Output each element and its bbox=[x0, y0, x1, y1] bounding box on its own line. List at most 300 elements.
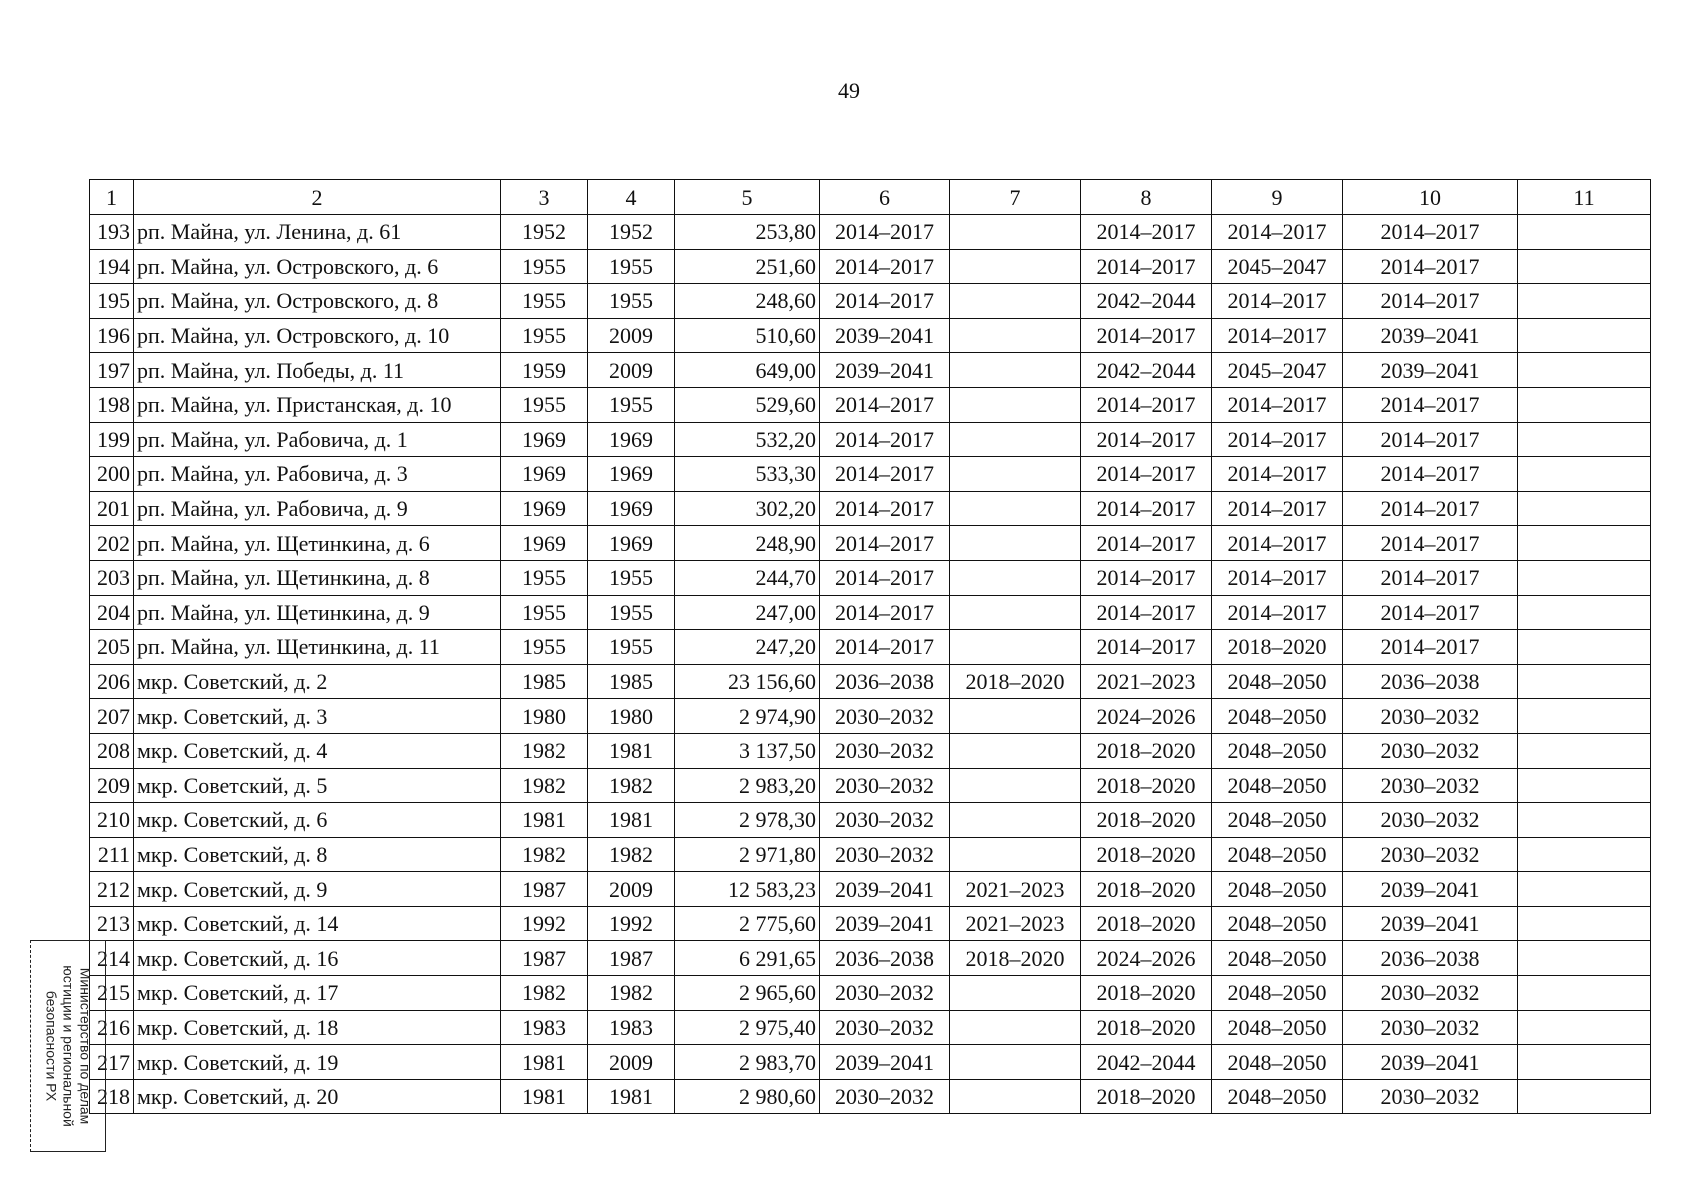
column-header-10: 10 bbox=[1343, 180, 1518, 215]
period-col10-cell: 2039–2041 bbox=[1343, 353, 1518, 388]
table-row bbox=[90, 491, 1651, 526]
col11-cell bbox=[1518, 941, 1651, 976]
column-header-2: 2 bbox=[134, 180, 501, 215]
period-col8-cell: 2014–2017 bbox=[1081, 595, 1212, 630]
table-row bbox=[90, 1079, 1651, 1114]
period-col10-cell: 2030–2032 bbox=[1343, 1010, 1518, 1045]
year-renovated-cell: 1981 bbox=[588, 1079, 675, 1114]
period-col9-cell: 2014–2017 bbox=[1212, 595, 1343, 630]
period-col8-cell: 2018–2020 bbox=[1081, 872, 1212, 907]
row-number: 212 bbox=[90, 872, 134, 907]
period-col10-cell: 2014–2017 bbox=[1343, 422, 1518, 457]
period-col6-cell: 2030–2032 bbox=[820, 1079, 950, 1114]
period-col7-cell bbox=[950, 768, 1081, 803]
period-col8-cell: 2042–2044 bbox=[1081, 1045, 1212, 1080]
table-row bbox=[90, 976, 1651, 1011]
year-renovated-cell: 1955 bbox=[588, 595, 675, 630]
period-col8-cell: 2018–2020 bbox=[1081, 768, 1212, 803]
year-built-cell: 1969 bbox=[501, 526, 588, 561]
column-header-1: 1 bbox=[90, 180, 134, 215]
row-number: 214 bbox=[90, 941, 134, 976]
year-built-cell: 1959 bbox=[501, 353, 588, 388]
address-cell: мкр. Советский, д. 6 bbox=[134, 803, 501, 838]
year-built-cell: 1955 bbox=[501, 249, 588, 284]
col11-cell bbox=[1518, 1045, 1651, 1080]
row-number: 217 bbox=[90, 1045, 134, 1080]
address-cell: мкр. Советский, д. 4 bbox=[134, 733, 501, 768]
area-cell: 302,20 bbox=[675, 491, 820, 526]
area-cell: 2 971,80 bbox=[675, 837, 820, 872]
period-col6-cell: 2014–2017 bbox=[820, 284, 950, 319]
period-col6-cell: 2039–2041 bbox=[820, 1045, 950, 1080]
address-cell: рп. Майна, ул. Рабовича, д. 3 bbox=[134, 457, 501, 492]
period-col7-cell bbox=[950, 491, 1081, 526]
period-col10-cell: 2036–2038 bbox=[1343, 941, 1518, 976]
period-col8-cell: 2014–2017 bbox=[1081, 215, 1212, 250]
period-col10-cell: 2014–2017 bbox=[1343, 526, 1518, 561]
period-col6-cell: 2030–2032 bbox=[820, 976, 950, 1011]
period-col9-cell: 2048–2050 bbox=[1212, 906, 1343, 941]
period-col8-cell: 2042–2044 bbox=[1081, 353, 1212, 388]
period-col9-cell: 2048–2050 bbox=[1212, 1079, 1343, 1114]
period-col7-cell bbox=[950, 284, 1081, 319]
period-col10-cell: 2030–2032 bbox=[1343, 733, 1518, 768]
row-number: 210 bbox=[90, 803, 134, 838]
stamp-line: безопасности РХ bbox=[43, 990, 60, 1102]
period-col9-cell: 2014–2017 bbox=[1212, 215, 1343, 250]
address-cell: рп. Майна, ул. Островского, д. 6 bbox=[134, 249, 501, 284]
year-renovated-cell: 1955 bbox=[588, 249, 675, 284]
row-number: 199 bbox=[90, 422, 134, 457]
row-number: 215 bbox=[90, 976, 134, 1011]
period-col10-cell: 2030–2032 bbox=[1343, 768, 1518, 803]
row-number: 198 bbox=[90, 387, 134, 422]
row-number: 213 bbox=[90, 906, 134, 941]
period-col6-cell: 2014–2017 bbox=[820, 422, 950, 457]
area-cell: 247,00 bbox=[675, 595, 820, 630]
row-number: 194 bbox=[90, 249, 134, 284]
table-row bbox=[90, 526, 1651, 561]
year-renovated-cell: 1952 bbox=[588, 215, 675, 250]
period-col10-cell: 2014–2017 bbox=[1343, 457, 1518, 492]
year-built-cell: 1982 bbox=[501, 768, 588, 803]
col11-cell bbox=[1518, 664, 1651, 699]
col11-cell bbox=[1518, 249, 1651, 284]
period-col8-cell: 2018–2020 bbox=[1081, 976, 1212, 1011]
year-renovated-cell: 1992 bbox=[588, 906, 675, 941]
period-col8-cell: 2014–2017 bbox=[1081, 526, 1212, 561]
table-row bbox=[90, 284, 1651, 319]
period-col9-cell: 2048–2050 bbox=[1212, 803, 1343, 838]
period-col7-cell bbox=[950, 215, 1081, 250]
address-cell: рп. Майна, ул. Рабовича, д. 1 bbox=[134, 422, 501, 457]
table-row bbox=[90, 803, 1651, 838]
area-cell: 2 775,60 bbox=[675, 906, 820, 941]
col11-cell bbox=[1518, 733, 1651, 768]
year-built-cell: 1982 bbox=[501, 733, 588, 768]
table-row bbox=[90, 872, 1651, 907]
area-cell: 510,60 bbox=[675, 318, 820, 353]
period-col9-cell: 2048–2050 bbox=[1212, 1045, 1343, 1080]
page-number: 49 bbox=[838, 78, 860, 103]
period-col10-cell: 2014–2017 bbox=[1343, 387, 1518, 422]
period-col9-cell: 2014–2017 bbox=[1212, 387, 1343, 422]
col11-cell bbox=[1518, 526, 1651, 561]
row-number: 202 bbox=[90, 526, 134, 561]
period-col6-cell: 2030–2032 bbox=[820, 803, 950, 838]
year-renovated-cell: 1980 bbox=[588, 699, 675, 734]
area-cell: 12 583,23 bbox=[675, 872, 820, 907]
year-built-cell: 1955 bbox=[501, 595, 588, 630]
period-col6-cell: 2036–2038 bbox=[820, 941, 950, 976]
col11-cell bbox=[1518, 422, 1651, 457]
period-col6-cell: 2014–2017 bbox=[820, 457, 950, 492]
address-cell: рп. Майна, ул. Рабовича, д. 9 bbox=[134, 491, 501, 526]
period-col9-cell: 2048–2050 bbox=[1212, 1010, 1343, 1045]
table-row bbox=[90, 215, 1651, 250]
period-col8-cell: 2014–2017 bbox=[1081, 491, 1212, 526]
period-col8-cell: 2024–2026 bbox=[1081, 941, 1212, 976]
period-col7-cell bbox=[950, 699, 1081, 734]
row-number: 197 bbox=[90, 353, 134, 388]
year-built-cell: 1955 bbox=[501, 318, 588, 353]
col11-cell bbox=[1518, 1079, 1651, 1114]
period-col9-cell: 2014–2017 bbox=[1212, 457, 1343, 492]
year-renovated-cell: 1981 bbox=[588, 733, 675, 768]
year-renovated-cell: 1987 bbox=[588, 941, 675, 976]
period-col9-cell: 2048–2050 bbox=[1212, 837, 1343, 872]
year-built-cell: 1992 bbox=[501, 906, 588, 941]
address-cell: мкр. Советский, д. 18 bbox=[134, 1010, 501, 1045]
period-col9-cell: 2048–2050 bbox=[1212, 976, 1343, 1011]
col11-cell bbox=[1518, 976, 1651, 1011]
area-cell: 649,00 bbox=[675, 353, 820, 388]
area-cell: 248,60 bbox=[675, 284, 820, 319]
period-col9-cell: 2048–2050 bbox=[1212, 872, 1343, 907]
year-renovated-cell: 1982 bbox=[588, 837, 675, 872]
year-renovated-cell: 2009 bbox=[588, 318, 675, 353]
period-col9-cell: 2045–2047 bbox=[1212, 353, 1343, 388]
area-cell: 2 983,70 bbox=[675, 1045, 820, 1080]
year-built-cell: 1982 bbox=[501, 976, 588, 1011]
year-renovated-cell: 1985 bbox=[588, 664, 675, 699]
period-col8-cell: 2018–2020 bbox=[1081, 733, 1212, 768]
row-number: 209 bbox=[90, 768, 134, 803]
table-row bbox=[90, 1045, 1651, 1080]
area-cell: 247,20 bbox=[675, 630, 820, 665]
area-cell: 23 156,60 bbox=[675, 664, 820, 699]
col11-cell bbox=[1518, 906, 1651, 941]
year-built-cell: 1952 bbox=[501, 215, 588, 250]
year-renovated-cell: 2009 bbox=[588, 872, 675, 907]
period-col6-cell: 2014–2017 bbox=[820, 249, 950, 284]
table-row bbox=[90, 318, 1651, 353]
period-col7-cell bbox=[950, 387, 1081, 422]
address-cell: мкр. Советский, д. 5 bbox=[134, 768, 501, 803]
period-col8-cell: 2014–2017 bbox=[1081, 422, 1212, 457]
period-col7-cell bbox=[950, 457, 1081, 492]
address-cell: мкр. Советский, д. 14 bbox=[134, 906, 501, 941]
row-number: 207 bbox=[90, 699, 134, 734]
year-renovated-cell: 1955 bbox=[588, 387, 675, 422]
col11-cell bbox=[1518, 387, 1651, 422]
period-col8-cell: 2014–2017 bbox=[1081, 457, 1212, 492]
stamp-text bbox=[43, 946, 94, 1146]
period-col10-cell: 2030–2032 bbox=[1343, 699, 1518, 734]
row-number: 196 bbox=[90, 318, 134, 353]
header-row bbox=[90, 180, 1651, 215]
period-col9-cell: 2014–2017 bbox=[1212, 318, 1343, 353]
period-col6-cell: 2030–2032 bbox=[820, 699, 950, 734]
table-row bbox=[90, 249, 1651, 284]
period-col7-cell bbox=[950, 976, 1081, 1011]
area-cell: 6 291,65 bbox=[675, 941, 820, 976]
address-cell: рп. Майна, ул. Пристанская, д. 10 bbox=[134, 387, 501, 422]
period-col8-cell: 2014–2017 bbox=[1081, 630, 1212, 665]
column-header-11: 11 bbox=[1518, 180, 1651, 215]
period-col10-cell: 2030–2032 bbox=[1343, 1079, 1518, 1114]
table-row bbox=[90, 353, 1651, 388]
address-cell: мкр. Советский, д. 16 bbox=[134, 941, 501, 976]
period-col10-cell: 2014–2017 bbox=[1343, 249, 1518, 284]
area-cell: 251,60 bbox=[675, 249, 820, 284]
year-built-cell: 1987 bbox=[501, 872, 588, 907]
housing-register-table bbox=[89, 179, 1651, 1114]
area-cell: 253,80 bbox=[675, 215, 820, 250]
col11-cell bbox=[1518, 215, 1651, 250]
col11-cell bbox=[1518, 699, 1651, 734]
address-cell: рп. Майна, ул. Победы, д. 11 bbox=[134, 353, 501, 388]
row-number: 205 bbox=[90, 630, 134, 665]
period-col6-cell: 2014–2017 bbox=[820, 215, 950, 250]
period-col9-cell: 2018–2020 bbox=[1212, 630, 1343, 665]
table-row bbox=[90, 457, 1651, 492]
period-col10-cell: 2014–2017 bbox=[1343, 595, 1518, 630]
period-col7-cell bbox=[950, 249, 1081, 284]
table-row bbox=[90, 768, 1651, 803]
table-row bbox=[90, 699, 1651, 734]
area-cell: 244,70 bbox=[675, 560, 820, 595]
address-cell: рп. Майна, ул. Ленина, д. 61 bbox=[134, 215, 501, 250]
stamp-line: Министерство по делам bbox=[77, 967, 94, 1125]
year-built-cell: 1985 bbox=[501, 664, 588, 699]
address-cell: рп. Майна, ул. Щетинкина, д. 9 bbox=[134, 595, 501, 630]
area-cell: 533,30 bbox=[675, 457, 820, 492]
row-number: 193 bbox=[90, 215, 134, 250]
period-col6-cell: 2014–2017 bbox=[820, 595, 950, 630]
address-cell: мкр. Советский, д. 19 bbox=[134, 1045, 501, 1080]
period-col7-cell bbox=[950, 630, 1081, 665]
table-row bbox=[90, 595, 1651, 630]
period-col9-cell: 2048–2050 bbox=[1212, 768, 1343, 803]
period-col9-cell: 2014–2017 bbox=[1212, 422, 1343, 457]
year-built-cell: 1969 bbox=[501, 457, 588, 492]
col11-cell bbox=[1518, 318, 1651, 353]
year-built-cell: 1955 bbox=[501, 560, 588, 595]
period-col8-cell: 2018–2020 bbox=[1081, 1010, 1212, 1045]
period-col8-cell: 2021–2023 bbox=[1081, 664, 1212, 699]
period-col7-cell bbox=[950, 422, 1081, 457]
period-col8-cell: 2014–2017 bbox=[1081, 318, 1212, 353]
table-row bbox=[90, 560, 1651, 595]
year-renovated-cell: 1983 bbox=[588, 1010, 675, 1045]
col11-cell bbox=[1518, 560, 1651, 595]
table-row bbox=[90, 941, 1651, 976]
year-built-cell: 1955 bbox=[501, 630, 588, 665]
period-col7-cell bbox=[950, 837, 1081, 872]
period-col6-cell: 2014–2017 bbox=[820, 387, 950, 422]
year-built-cell: 1955 bbox=[501, 284, 588, 319]
row-number: 218 bbox=[90, 1079, 134, 1114]
table-row bbox=[90, 664, 1651, 699]
address-cell: мкр. Советский, д. 8 bbox=[134, 837, 501, 872]
period-col9-cell: 2048–2050 bbox=[1212, 664, 1343, 699]
area-cell: 3 137,50 bbox=[675, 733, 820, 768]
row-number: 204 bbox=[90, 595, 134, 630]
period-col8-cell: 2014–2017 bbox=[1081, 387, 1212, 422]
period-col10-cell: 2039–2041 bbox=[1343, 318, 1518, 353]
period-col7-cell bbox=[950, 1045, 1081, 1080]
table-row bbox=[90, 733, 1651, 768]
area-cell: 2 965,60 bbox=[675, 976, 820, 1011]
period-col8-cell: 2014–2017 bbox=[1081, 249, 1212, 284]
row-number: 211 bbox=[90, 837, 134, 872]
col11-cell bbox=[1518, 491, 1651, 526]
col11-cell bbox=[1518, 803, 1651, 838]
period-col6-cell: 2030–2032 bbox=[820, 733, 950, 768]
column-header-3: 3 bbox=[501, 180, 588, 215]
row-number: 206 bbox=[90, 664, 134, 699]
period-col9-cell: 2014–2017 bbox=[1212, 284, 1343, 319]
period-col8-cell: 2018–2020 bbox=[1081, 803, 1212, 838]
period-col7-cell bbox=[950, 595, 1081, 630]
year-renovated-cell: 1969 bbox=[588, 457, 675, 492]
period-col7-cell bbox=[950, 733, 1081, 768]
address-cell: рп. Майна, ул. Островского, д. 8 bbox=[134, 284, 501, 319]
address-cell: мкр. Советский, д. 20 bbox=[134, 1079, 501, 1114]
col11-cell bbox=[1518, 630, 1651, 665]
year-renovated-cell: 1969 bbox=[588, 422, 675, 457]
area-cell: 532,20 bbox=[675, 422, 820, 457]
col11-cell bbox=[1518, 872, 1651, 907]
row-number: 200 bbox=[90, 457, 134, 492]
address-cell: рп. Майна, ул. Щетинкина, д. 8 bbox=[134, 560, 501, 595]
year-renovated-cell: 1982 bbox=[588, 976, 675, 1011]
period-col10-cell: 2039–2041 bbox=[1343, 1045, 1518, 1080]
area-cell: 529,60 bbox=[675, 387, 820, 422]
row-number: 208 bbox=[90, 733, 134, 768]
period-col10-cell: 2014–2017 bbox=[1343, 215, 1518, 250]
period-col8-cell: 2024–2026 bbox=[1081, 699, 1212, 734]
period-col7-cell bbox=[950, 560, 1081, 595]
column-header-8: 8 bbox=[1081, 180, 1212, 215]
period-col9-cell: 2048–2050 bbox=[1212, 733, 1343, 768]
col11-cell bbox=[1518, 768, 1651, 803]
table-row bbox=[90, 837, 1651, 872]
period-col6-cell: 2030–2032 bbox=[820, 768, 950, 803]
year-built-cell: 1981 bbox=[501, 1079, 588, 1114]
year-built-cell: 1983 bbox=[501, 1010, 588, 1045]
period-col10-cell: 2039–2041 bbox=[1343, 906, 1518, 941]
ministry-stamp bbox=[30, 940, 106, 1152]
period-col7-cell bbox=[950, 353, 1081, 388]
col11-cell bbox=[1518, 457, 1651, 492]
period-col10-cell: 2039–2041 bbox=[1343, 872, 1518, 907]
col11-cell bbox=[1518, 284, 1651, 319]
year-built-cell: 1982 bbox=[501, 837, 588, 872]
period-col6-cell: 2030–2032 bbox=[820, 1010, 950, 1045]
year-renovated-cell: 1969 bbox=[588, 491, 675, 526]
period-col8-cell: 2018–2020 bbox=[1081, 837, 1212, 872]
period-col9-cell: 2048–2050 bbox=[1212, 941, 1343, 976]
period-col8-cell: 2018–2020 bbox=[1081, 1079, 1212, 1114]
period-col10-cell: 2030–2032 bbox=[1343, 976, 1518, 1011]
period-col6-cell: 2039–2041 bbox=[820, 353, 950, 388]
stamp-line: юстиции и региональной bbox=[60, 965, 77, 1127]
year-renovated-cell: 1982 bbox=[588, 768, 675, 803]
row-number: 216 bbox=[90, 1010, 134, 1045]
address-cell: мкр. Советский, д. 3 bbox=[134, 699, 501, 734]
area-cell: 2 975,40 bbox=[675, 1010, 820, 1045]
year-built-cell: 1981 bbox=[501, 1045, 588, 1080]
period-col8-cell: 2042–2044 bbox=[1081, 284, 1212, 319]
address-cell: рп. Майна, ул. Щетинкина, д. 6 bbox=[134, 526, 501, 561]
period-col10-cell: 2030–2032 bbox=[1343, 837, 1518, 872]
year-built-cell: 1980 bbox=[501, 699, 588, 734]
year-built-cell: 1969 bbox=[501, 422, 588, 457]
period-col7-cell: 2018–2020 bbox=[950, 941, 1081, 976]
row-number: 203 bbox=[90, 560, 134, 595]
year-renovated-cell: 2009 bbox=[588, 1045, 675, 1080]
year-renovated-cell: 2009 bbox=[588, 353, 675, 388]
year-built-cell: 1955 bbox=[501, 387, 588, 422]
column-header-6: 6 bbox=[820, 180, 950, 215]
period-col6-cell: 2014–2017 bbox=[820, 630, 950, 665]
table-row bbox=[90, 387, 1651, 422]
column-header-9: 9 bbox=[1212, 180, 1343, 215]
year-renovated-cell: 1955 bbox=[588, 630, 675, 665]
period-col6-cell: 2039–2041 bbox=[820, 318, 950, 353]
table-row bbox=[90, 906, 1651, 941]
area-cell: 2 980,60 bbox=[675, 1079, 820, 1114]
period-col10-cell: 2036–2038 bbox=[1343, 664, 1518, 699]
year-built-cell: 1969 bbox=[501, 491, 588, 526]
period-col7-cell bbox=[950, 526, 1081, 561]
period-col7-cell bbox=[950, 1010, 1081, 1045]
column-header-7: 7 bbox=[950, 180, 1081, 215]
col11-cell bbox=[1518, 595, 1651, 630]
table-row bbox=[90, 630, 1651, 665]
year-renovated-cell: 1955 bbox=[588, 284, 675, 319]
col11-cell bbox=[1518, 1010, 1651, 1045]
period-col7-cell: 2021–2023 bbox=[950, 872, 1081, 907]
period-col6-cell: 2030–2032 bbox=[820, 837, 950, 872]
period-col7-cell bbox=[950, 803, 1081, 838]
period-col6-cell: 2039–2041 bbox=[820, 906, 950, 941]
address-cell: рп. Майна, ул. Щетинкина, д. 11 bbox=[134, 630, 501, 665]
column-header-4: 4 bbox=[588, 180, 675, 215]
year-built-cell: 1987 bbox=[501, 941, 588, 976]
period-col10-cell: 2014–2017 bbox=[1343, 284, 1518, 319]
address-cell: мкр. Советский, д. 17 bbox=[134, 976, 501, 1011]
period-col6-cell: 2039–2041 bbox=[820, 872, 950, 907]
column-header-5: 5 bbox=[675, 180, 820, 215]
area-cell: 2 978,30 bbox=[675, 803, 820, 838]
area-cell: 2 974,90 bbox=[675, 699, 820, 734]
col11-cell bbox=[1518, 837, 1651, 872]
period-col9-cell: 2048–2050 bbox=[1212, 699, 1343, 734]
period-col10-cell: 2030–2032 bbox=[1343, 803, 1518, 838]
